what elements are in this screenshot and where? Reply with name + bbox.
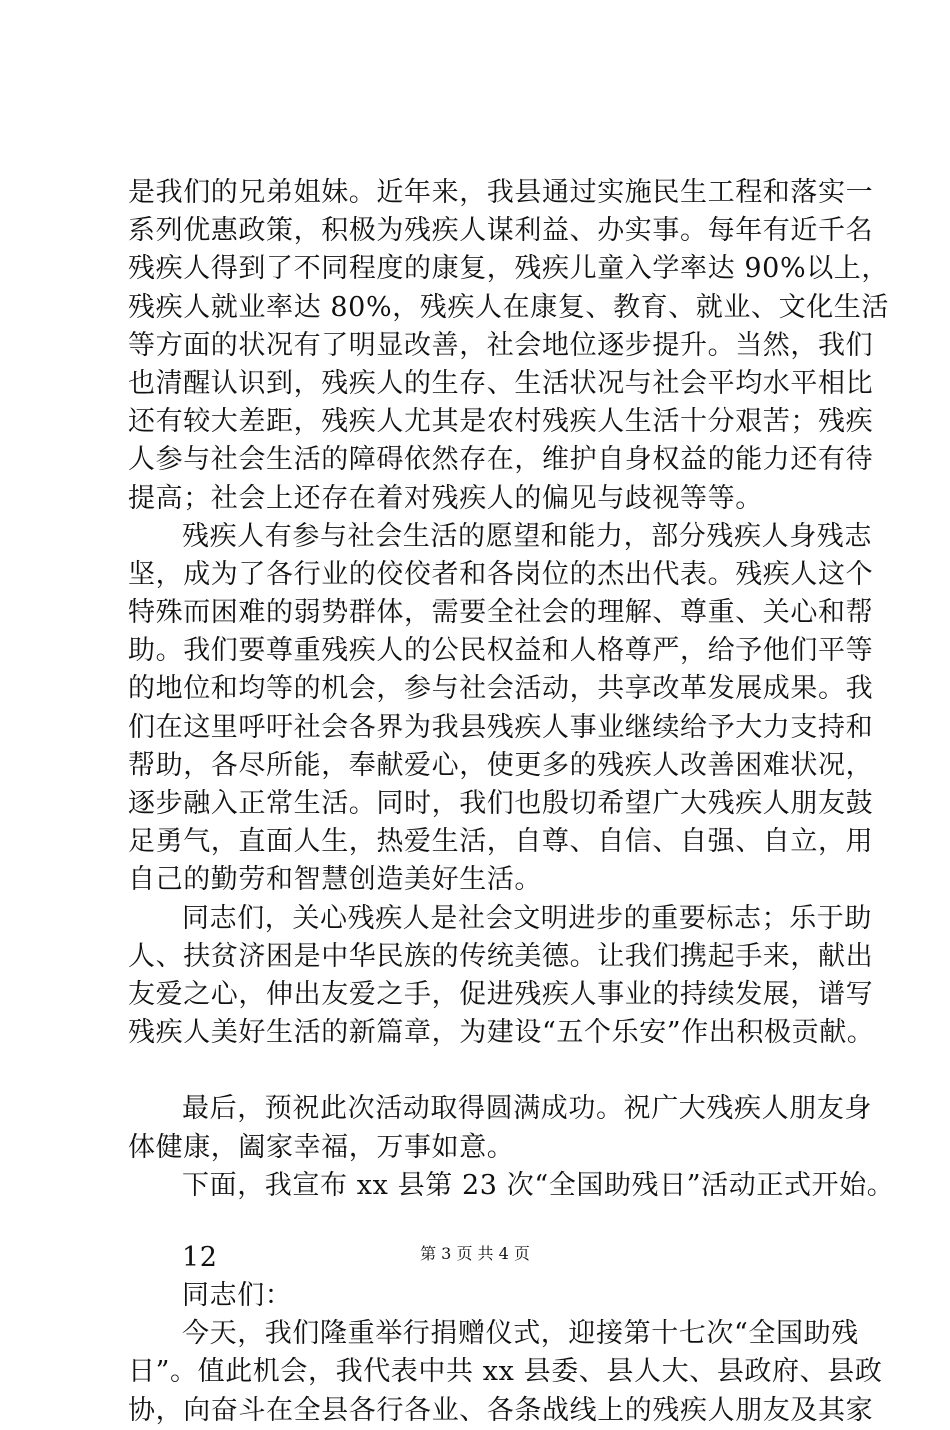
- text-line: 人参与社会生活的障碍依然存在，维护自身权益的能力还有待: [128, 444, 874, 476]
- paragraph-gap: [128, 1205, 850, 1239]
- paragraph-start: 残疾人有参与社会生活的愿望和能力，部分残疾人身残志: [182, 520, 872, 552]
- paragraph-start: 同志们，关心残疾人是社会文明进步的重要标志；乐于助: [182, 902, 872, 934]
- text-line: 友爱之心，伸出友爱之手，促进残疾人事业的持续发展，谱写: [128, 978, 874, 1010]
- text-line: 系列优惠政策，积极为残疾人谋利益、办实事。每年有近千名: [128, 215, 874, 247]
- text-line: 等方面的状况有了明显改善，社会地位逐步提升。当然，我们: [128, 329, 874, 361]
- text-line: 是我们的兄弟姐妹。近年来，我县通过实施民生工程和落实一: [128, 177, 874, 208]
- text-line: 们在这里呼吁社会各界为我县残疾人事业继续给予大力支持和: [128, 711, 874, 743]
- paragraph-start: 今天，我们隆重举行捐赠仪式，迎接第十七次“全国助残: [182, 1318, 859, 1350]
- text-line: 的地位和均等的机会，参与社会活动，共享改革发展成果。我: [128, 673, 874, 705]
- text-line: 帮助，各尽所能，奉献爱心，使更多的残疾人改善困难状况，: [128, 749, 874, 781]
- text-line: 坚，成为了各行业的佼佼者和各岗位的杰出代表。残疾人这个: [128, 558, 874, 590]
- page-footer: 第 3 页 共 4 页: [420, 1244, 530, 1263]
- text-line: 残疾人美好生活的新篇章，为建设“五个乐安”作出积极贡献。: [128, 1017, 875, 1049]
- text-line: 日”。值此机会，我代表中共 xx 县委、县人大、县政府、县政: [128, 1356, 883, 1388]
- text-line: 还有较大差距，残疾人尤其是农村残疾人生活十分艰苦；残疾: [128, 406, 874, 438]
- text-line: 自己的勤劳和智慧创造美好生活。: [128, 864, 542, 896]
- document-body: [128, 174, 895, 1430]
- paragraph-start: 最后，预祝此次活动取得圆满成功。祝广大残疾人朋友身: [182, 1093, 872, 1125]
- text-line: 特殊而困难的弱势群体，需要全社会的理解、尊重、关心和帮: [128, 597, 874, 629]
- paragraph-start: 下面，我宣布 xx 县第 23 次“全国助残日”活动正式开始。: [182, 1169, 895, 1201]
- text-line: 逐步融入正常生活。同时，我们也殷切希望广大残疾人朋友鼓: [128, 788, 874, 819]
- salutation: 同志们：: [182, 1280, 293, 1312]
- paragraph-gap: [128, 1052, 850, 1090]
- text-line: 协，向奋斗在全县各行各业、各条战线上的残疾人朋友及其家: [128, 1394, 874, 1426]
- text-line: 残疾人得到了不同程度的康复，残疾儿童入学率达 90%以上，: [128, 253, 889, 285]
- text-line: 也清醒认识到，残疾人的生存、生活状况与社会平均水平相比: [128, 367, 874, 399]
- text-line: 助。我们要尊重残疾人的公民权益和人格尊严，给予他们平等: [128, 635, 874, 667]
- text-line: 足勇气，直面人生，热爱生活，自尊、自信、自强、自立，用: [128, 826, 874, 858]
- text-line: 残疾人就业率达 80%，残疾人在康复、教育、就业、文化生活: [128, 291, 889, 323]
- text-line: 提高；社会上还存在着对残疾人的偏见与歧视等等。: [128, 482, 763, 514]
- section-number: 12: [182, 1241, 218, 1273]
- text-line: 体健康，阖家幸福，万事如意。: [128, 1131, 515, 1163]
- text-line: 人、扶贫济困是中华民族的传统美德。让我们携起手来，献出: [128, 940, 874, 972]
